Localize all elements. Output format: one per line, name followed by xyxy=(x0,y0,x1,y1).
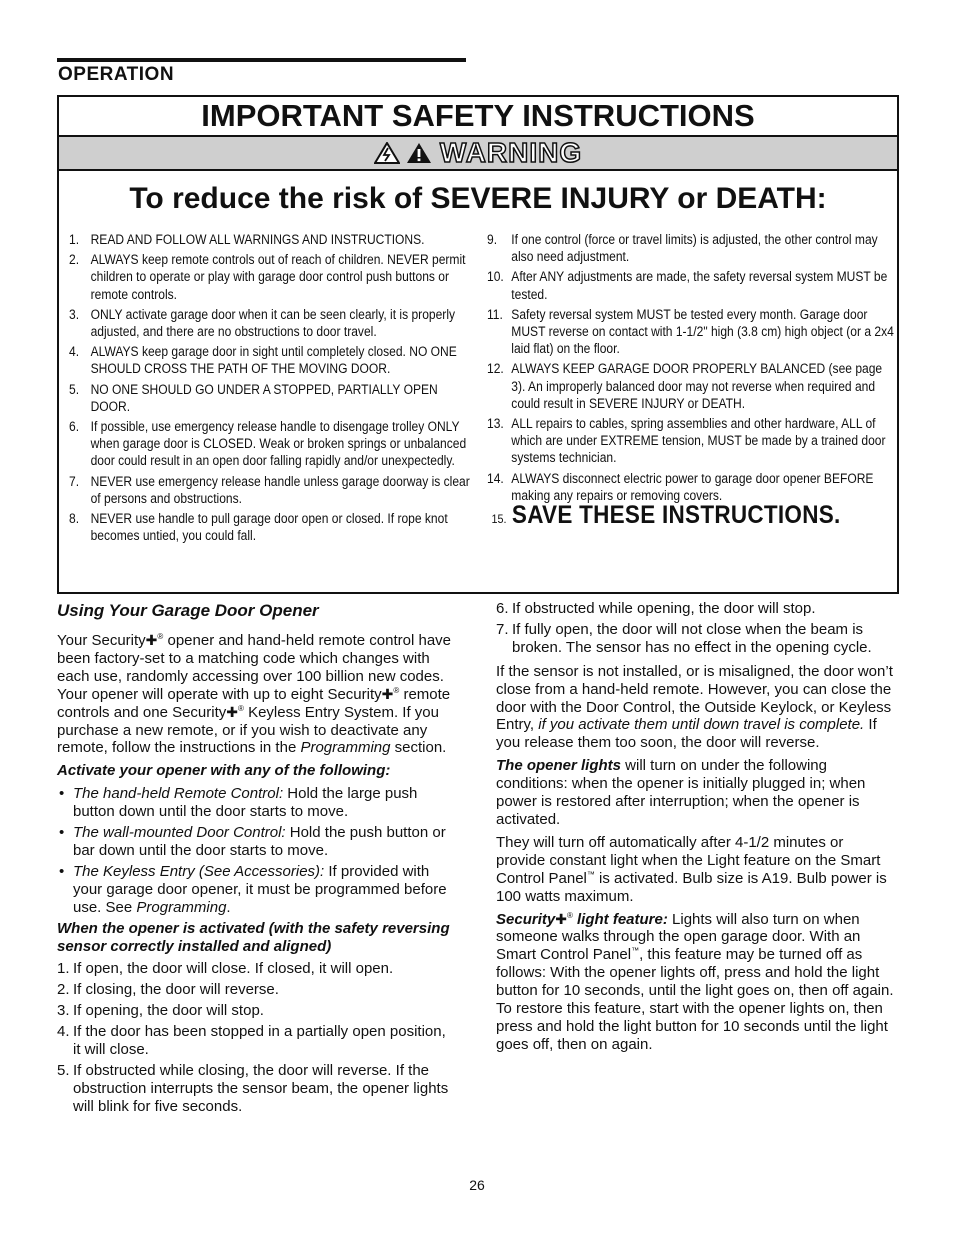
list-item: 1. If open, the door will close. If closed, it will open. xyxy=(57,960,394,978)
safety-instructions-box xyxy=(57,95,899,594)
list-item: 3. If opening, the door will stop. xyxy=(57,1002,264,1020)
right-column xyxy=(496,600,896,1059)
warning-band xyxy=(59,137,897,171)
list-item: • The wall-mounted Door Control: Hold the push button or bar down until the door starts to move. xyxy=(59,824,446,859)
list-item: 5. NO ONE SHOULD GO UNDER A STOPPED, PARTIALLY OPEN DOOR. xyxy=(69,381,438,414)
list-item: • The Keyless Entry (See Accessories): If provided with your garage door opener, it must be programmed before use. See Programming. xyxy=(59,862,447,916)
section-title: OPERATION xyxy=(58,64,175,85)
warning-label: WARNING xyxy=(439,137,583,168)
security-plus-icon: ✚ xyxy=(555,910,567,927)
top-rule xyxy=(57,58,466,62)
opener-lights-paragraph: The opener lights will turn on under the following conditions: when the opener is initially plugged in; when power is restored after interruption; when the opener is activated. xyxy=(496,757,866,828)
light-feature-paragraph: Security✚® light feature: Lights will also turn on when someone walks through the open garage door. With an Smart Control Panel™, this feature may be turned off as follows: With the opener lights off, press and hold the light button for 10 seconds, until the light goes on, then off again. To restore this feature, start with the opener lights on, then press and hold the light button for 10 seconds until the light goes off, then on again. xyxy=(496,910,894,1053)
list-item: 6. If obstructed while opening, the door will stop. xyxy=(496,600,816,617)
list-item: 10. After ANY adjustments are made, the safety reversal system MUST be tested. xyxy=(487,269,888,302)
list-item: 5. If obstructed while closing, the door will reverse. If the obstruction interrupts the sensor beam, the opener lights will blink for five seconds. xyxy=(57,1061,449,1115)
list-item: 2. ALWAYS keep remote controls out of reach of children. NEVER permit children to operate or play with garage door control push buttons or remote controls. xyxy=(69,252,466,302)
activation-methods xyxy=(57,785,457,916)
list-item: 1. READ AND FOLLOW ALL WARNINGS AND INSTRUCTIONS. xyxy=(69,232,425,247)
safety-list-left xyxy=(69,231,479,547)
list-item: • The hand-held Remote Control: Hold the large push button down until the door starts to move. xyxy=(59,785,418,821)
list-item: 6. If possible, use emergency release handle to disengage trolley ONLY when garage door is CLOSED. Weak or broken springs or unbalanced door could result in an open door falling rapidly and/or unexpectedly. xyxy=(69,419,467,469)
list-item: 7. If fully open, the door will not close when the beam is broken. The sensor has no effect in the opening cycle. xyxy=(496,620,872,656)
activation-steps xyxy=(57,960,457,1115)
sensor-paragraph: If the sensor is not installed, or is misaligned, the door won’t close from a hand-held remote. However, you can close the door with the Door Control, the Outside Keylock, or Keyless Entry, if you activate them until down travel is complete. If you release them too soon, the door will reverse. xyxy=(496,662,893,752)
list-item: 14. ALWAYS disconnect electric power to garage door opener BEFORE making any repairs or removing covers. xyxy=(487,470,874,503)
security-plus-icon: ✚ xyxy=(145,632,158,648)
save-instructions: 15. SAVE THESE INSTRUCTIONS. xyxy=(491,501,841,530)
list-item: 12. ALWAYS KEEP GARAGE DOOR PROPERLY BALANCED (see page 3). An improperly balanced door may not reverse when required and could result in SEVERE INJURY or DEATH. xyxy=(487,361,883,411)
safety-list-right xyxy=(487,231,897,531)
list-item: 8. NEVER use handle to pull garage door open or closed. If rope knot becomes untied, you could fall. xyxy=(69,511,448,544)
security-plus-icon: ✚ xyxy=(226,703,238,720)
list-item: 2. If closing, the door will reverse. xyxy=(57,981,279,999)
activate-heading: Activate your opener with any of the following: xyxy=(57,762,391,780)
list-item: 9. If one control (force or travel limits) is adjusted, the other control may also need adjustment. xyxy=(487,232,878,265)
activation-steps-continued xyxy=(496,600,896,657)
left-column xyxy=(57,600,457,1119)
safety-heading: IMPORTANT SAFETY INSTRUCTIONS xyxy=(59,97,897,137)
list-item: 7. NEVER use emergency release handle unless garage doorway is clear of persons and obstructions. xyxy=(69,473,470,506)
security-plus-icon: ✚ xyxy=(381,685,394,702)
risk-heading: To reduce the risk of SEVERE INJURY or DEATH: xyxy=(129,182,827,215)
lights-off-paragraph: They will turn off automatically after 4-1/2 minutes or provide constant light when the Light feature on the Smart Control Panel™ is activated. Bulb size is A19. Bulb power is 100 watts maximum. xyxy=(496,833,887,905)
intro-paragraph: Your Security✚® opener and hand-held remote control have been factory-set to a matching code which changes with each use, randomly accessing over 100 billion new codes. Your opener will operate with up to eight Security✚® remote controls and one Security✚® Keyless Entry System. If you purchase a new remote, or if you wish to deactivate any remote, follow the instructions in the Programming section. xyxy=(57,632,452,757)
list-item: 4. ALWAYS keep garage door in sight until completely closed. NO ONE SHOULD CROSS THE PATH OF THE MOVING DOOR. xyxy=(69,344,457,377)
list-item: 11. Safety reversal system MUST be tested every month. Garage door MUST reverse on contact with 1-1/2" high (3.8 cm) high object (or a 2x4 laid flat) on the floor. xyxy=(487,306,894,357)
warning-triangle-icon xyxy=(406,142,432,164)
list-item: 4. If the door has been stopped in a partially open position, it will close. xyxy=(57,1023,446,1059)
page-number: 26 xyxy=(469,1177,485,1193)
list-item: 13. ALL repairs to cables, spring assemblies and other hardware, ALL of which are under EXTREME tension, MUST be made by a trained door systems technician. xyxy=(487,416,886,466)
list-item: 3. ONLY activate garage door when it can be seen clearly, it is properly adjusted, and there are no obstructions to door travel. xyxy=(69,306,456,340)
activated-heading: When the opener is activated (with the safety reversing sensor correctly installed and aligned) xyxy=(57,919,450,955)
section-subheading: Using Your Garage Door Opener xyxy=(57,601,319,620)
electric-shock-icon xyxy=(374,142,400,164)
